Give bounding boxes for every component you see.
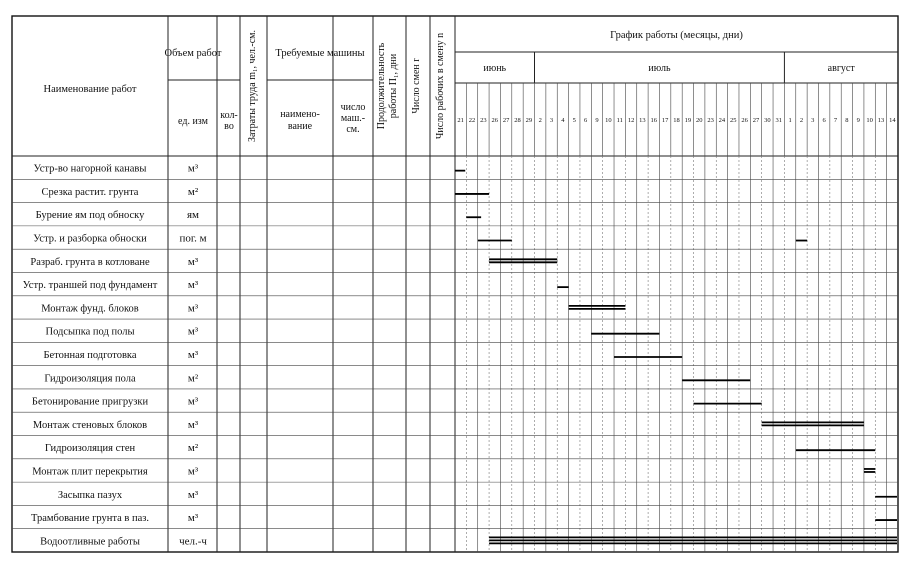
day-label: 22 xyxy=(468,117,476,124)
row-name: Монтаж стеновых блоков xyxy=(32,419,148,431)
day-label: 11 xyxy=(616,117,623,124)
row-name: Бетонирование пригрузки xyxy=(31,396,149,408)
row-unit: ям xyxy=(186,209,200,222)
row-name: Засыпка пазух xyxy=(57,489,123,501)
day-label: 6 xyxy=(822,117,826,124)
header-labor: Затраты труда m₁, чел.-см. xyxy=(247,29,258,143)
header-machines: Требуемые машины xyxy=(275,48,365,59)
day-label: 31 xyxy=(775,117,782,124)
day-label: 7 xyxy=(833,117,838,124)
day-label: 24 xyxy=(718,117,726,124)
day-label: 2 xyxy=(538,117,542,124)
row-unit: м³ xyxy=(187,465,199,478)
header-workers: Число рабочих в смену n xyxy=(435,32,446,140)
day-label: 29 xyxy=(525,117,533,124)
row-unit: пог. м xyxy=(179,232,207,245)
row-unit: м³ xyxy=(187,279,199,292)
row-name: Гидроизоляция стен xyxy=(44,443,136,455)
row-name: Трамбование грунта в паз. xyxy=(30,513,150,525)
header-schedule: График работы (месяцы, дни) xyxy=(610,30,743,41)
day-label: 26 xyxy=(491,117,499,124)
day-label: 17 xyxy=(661,117,669,124)
row-unit: м³ xyxy=(187,325,199,338)
month-label: июль xyxy=(648,63,671,74)
month-label: июнь xyxy=(483,63,507,74)
row-name: Водоотливные работы xyxy=(40,536,140,548)
day-label: 9 xyxy=(595,117,599,124)
day-label: 27 xyxy=(502,117,510,124)
header-shifts: Число смен r xyxy=(411,58,422,114)
row-name: Подсыпка под полы xyxy=(45,326,135,338)
row-name: Срезка растит. грунта xyxy=(41,186,139,198)
header-duration: Продолжительность xyxy=(376,42,387,130)
day-label: 19 xyxy=(684,117,692,124)
row-name: Гидроизоляция пола xyxy=(44,373,136,385)
day-label: 5 xyxy=(572,117,576,124)
row-name: Разраб. грунта в котловане xyxy=(30,256,150,268)
header-machine-count: см. xyxy=(346,124,360,135)
header-machine-count: число xyxy=(340,102,366,113)
day-label: 1 xyxy=(788,117,792,124)
row-unit: м³ xyxy=(187,255,199,268)
day-label: 10 xyxy=(605,117,612,124)
day-label: 3 xyxy=(549,117,554,124)
header-qty: во xyxy=(224,121,234,132)
row-unit: м² xyxy=(187,442,199,455)
header-duration: работы П₁, дни xyxy=(388,53,399,119)
row-unit: м³ xyxy=(187,512,199,525)
day-label: 13 xyxy=(639,117,646,124)
day-label: 25 xyxy=(730,117,737,124)
day-label: 3 xyxy=(811,117,815,124)
day-label: 10 xyxy=(866,117,873,124)
row-name: Бетонная подготовка xyxy=(43,350,137,361)
day-label: 21 xyxy=(457,117,464,124)
day-label: 13 xyxy=(877,117,885,124)
day-label: 26 xyxy=(741,117,748,124)
day-label: 12 xyxy=(627,117,635,124)
row-unit: м³ xyxy=(187,302,199,315)
day-label: 16 xyxy=(650,117,658,124)
day-label: 30 xyxy=(764,117,771,124)
row-name: Бурение ям под обноску xyxy=(35,210,145,222)
day-label: 8 xyxy=(845,117,849,124)
header-name-col: Наименование работ xyxy=(43,84,137,95)
day-label: 27 xyxy=(752,117,760,124)
header-machine-count: маш.- xyxy=(340,113,366,124)
header-machine-name: вание xyxy=(287,121,313,132)
row-unit: м³ xyxy=(187,395,199,408)
row-name: Устр. и разборка обноски xyxy=(33,233,147,245)
month-label: август xyxy=(827,63,855,74)
day-label: 23 xyxy=(480,117,487,124)
row-unit: м² xyxy=(187,372,199,385)
row-name: Устр-во нагорной канавы xyxy=(33,163,147,175)
row-name: Устр. траншей под фундамент xyxy=(22,280,158,292)
row-unit: м³ xyxy=(187,488,199,501)
header-qty: кол- xyxy=(220,110,238,121)
day-label: 2 xyxy=(799,117,804,124)
header-volume: Объем работ xyxy=(164,48,222,59)
day-label: 6 xyxy=(584,117,588,124)
day-label: 23 xyxy=(707,117,714,124)
row-name: Монтаж фунд. блоков xyxy=(41,303,139,315)
row-unit: м³ xyxy=(187,418,199,431)
row-unit: м³ xyxy=(187,349,199,361)
row-name: Монтаж плит перекрытия xyxy=(32,466,148,478)
row-unit: м² xyxy=(187,185,199,198)
day-label: 14 xyxy=(889,117,896,124)
day-label: 9 xyxy=(856,117,860,124)
day-label: 18 xyxy=(673,117,680,124)
row-unit: чел.-ч xyxy=(179,535,207,548)
header-unit: ед. изм xyxy=(178,116,208,127)
day-label: 20 xyxy=(695,117,703,124)
row-unit: м³ xyxy=(187,162,199,175)
day-label: 4 xyxy=(561,117,565,124)
day-label: 28 xyxy=(514,117,521,124)
header-machine-name: наимено- xyxy=(280,109,320,120)
